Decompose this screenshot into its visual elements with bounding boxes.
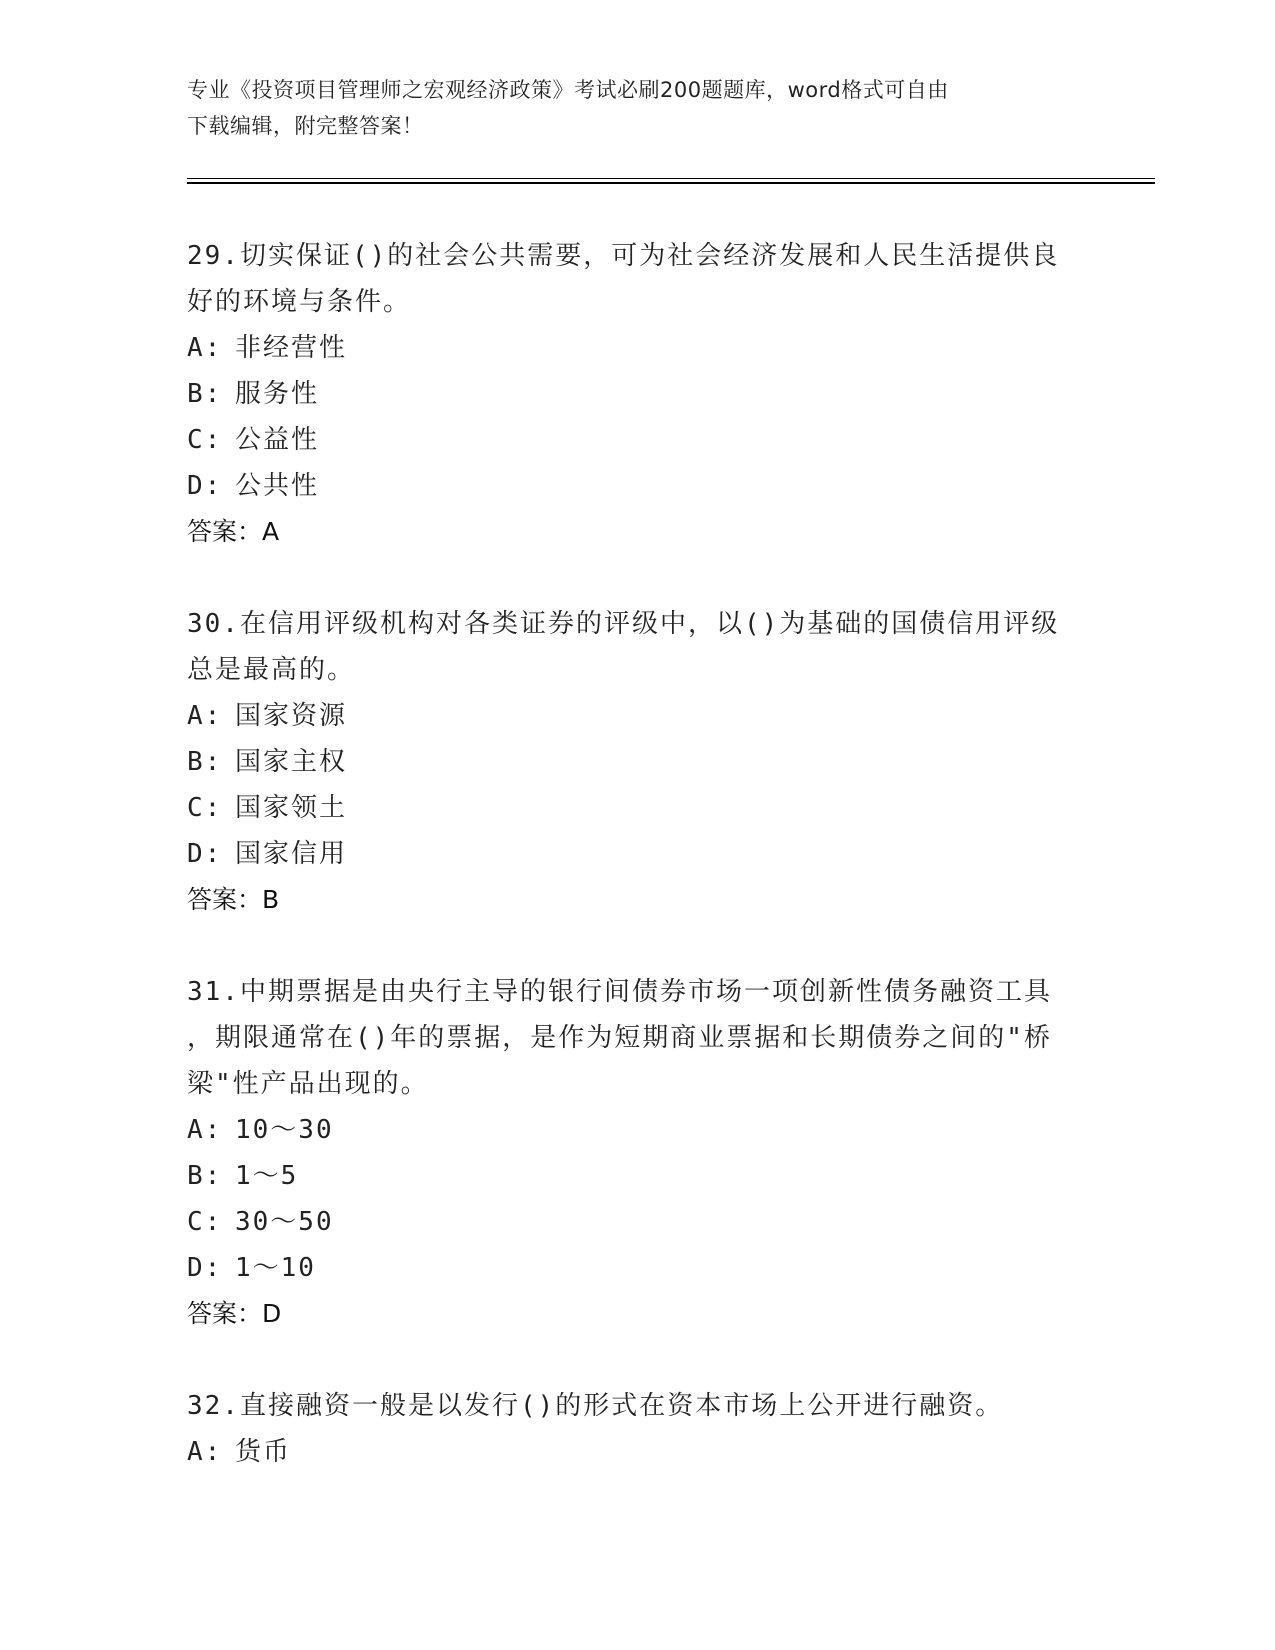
- option-a: [187, 693, 1087, 739]
- option-c: [187, 1199, 1087, 1245]
- question-stem-line: 31.中期票据是由央行主导的银行间债券市场一项创新性债务融资工具: [187, 977, 1052, 1007]
- question-30: [187, 601, 1087, 923]
- option-text: 公共性: [235, 471, 320, 501]
- question-stem-line: 29.切实保证()的社会公共需要，可为社会经济发展和人民生活提供良: [187, 241, 1060, 271]
- option-letter: D:: [187, 1253, 223, 1283]
- question-stem-line: 好的环境与条件。: [187, 287, 412, 317]
- spacer: [187, 923, 1087, 969]
- question-stem-line: 总是最高的。: [187, 655, 356, 685]
- option-text: 国家资源: [235, 701, 348, 731]
- option-text: 货币: [235, 1437, 292, 1467]
- option-letter: B:: [187, 1161, 223, 1191]
- spacer: [187, 1337, 1087, 1383]
- option-letter: C:: [187, 425, 223, 455]
- question-29: [187, 233, 1087, 555]
- option-letter: A:: [187, 333, 223, 363]
- option-text: 公益性: [235, 425, 320, 455]
- question-stem-line: 30.在信用评级机构对各类证券的评级中，以()为基础的国债信用评级: [187, 609, 1060, 639]
- header-rule-thin: [187, 178, 1155, 179]
- header-line-1: 专业《投资项目管理师之宏观经济政策》考试必刷200题题库，word格式可自由: [187, 78, 949, 102]
- option-text: 国家领土: [235, 793, 348, 823]
- option-a: [187, 325, 1087, 371]
- option-letter: B:: [187, 379, 223, 409]
- option-text: 国家主权: [235, 747, 348, 777]
- spacer: [187, 555, 1087, 601]
- option-letter: C:: [187, 1207, 223, 1237]
- page-header: [187, 72, 1067, 144]
- question-stem-line: 梁"性产品出现的。: [187, 1069, 429, 1099]
- option-b: [187, 371, 1087, 417]
- question-stem-line: 32.直接融资一般是以发行()的形式在资本市场上公开进行融资。: [187, 1391, 1004, 1421]
- question-stem-line: ，期限通常在()年的票据，是作为短期商业票据和长期债券之间的"桥: [187, 1023, 1052, 1053]
- answer-line: 答案：A: [187, 517, 280, 546]
- header-line-2: 下载编辑，附完整答案！: [187, 114, 424, 138]
- answer-line: 答案：D: [187, 1299, 282, 1328]
- option-a: [187, 1429, 1087, 1475]
- option-letter: B:: [187, 747, 223, 777]
- option-text: 1～5: [235, 1161, 299, 1191]
- option-text: 1～10: [235, 1253, 316, 1283]
- option-a: [187, 1107, 1087, 1153]
- option-letter: A:: [187, 1437, 223, 1467]
- option-text: 非经营性: [235, 333, 348, 363]
- option-letter: A:: [187, 1115, 223, 1145]
- option-d: [187, 463, 1087, 509]
- option-letter: D:: [187, 839, 223, 869]
- question-list: [187, 233, 1087, 1475]
- option-text: 服务性: [235, 379, 320, 409]
- option-c: [187, 417, 1087, 463]
- option-letter: D:: [187, 471, 223, 501]
- answer-line: 答案：B: [187, 885, 280, 914]
- option-c: [187, 785, 1087, 831]
- question-31: [187, 969, 1087, 1337]
- option-letter: C:: [187, 793, 223, 823]
- option-text: 国家信用: [235, 839, 348, 869]
- option-text: 10～30: [235, 1115, 334, 1145]
- option-d: [187, 1245, 1087, 1291]
- header-rule-thick: [187, 182, 1155, 184]
- option-letter: A:: [187, 701, 223, 731]
- question-32: [187, 1383, 1087, 1475]
- option-text: 30～50: [235, 1207, 334, 1237]
- option-b: [187, 1153, 1087, 1199]
- option-b: [187, 739, 1087, 785]
- option-d: [187, 831, 1087, 877]
